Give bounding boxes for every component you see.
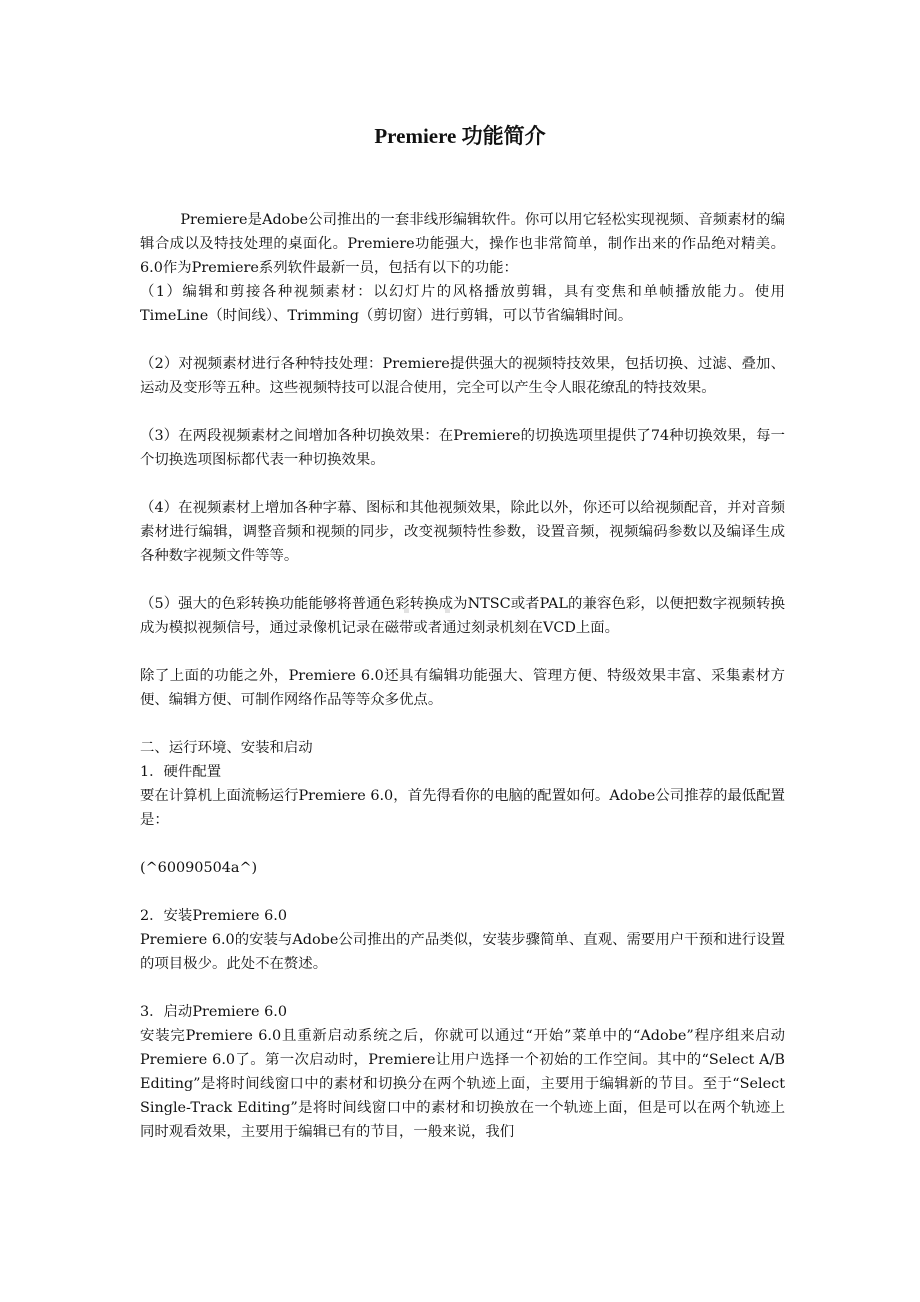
install-paragraph: Premiere 6.0的安装与Adobe公司推出的产品类似，安装步骤简单、直观、需要用户干预和进行设置的项目极少。此处不在赘述。 <box>140 932 785 972</box>
launch-paragraph: 安装完Premiere 6.0且重新启动系统之后，你就可以通过“开始”菜单中的“Adobe”程序组来启动Premiere 6.0了。第一次启动时，Premiere让用户选择一个初始的工作空间。其中的“Select A/B Editing”是将时间线窗口中的素材和切换分在两个轨迹上面，主要用于编辑新的节目。至于“Select Single-Track Editing”是将时间线窗口中的素材和切换放在一个轨迹上面，但是可以在两个轨迹上同时观看效果，主要用于编辑已有的节目，一般来说，我们 <box>140 1028 785 1140</box>
feature-1-paragraph: （1）编辑和剪接各种视频素材：以幻灯片的风格播放剪辑，具有变焦和单帧播放能力。使用TimeLine（时间线）、Trimming（剪切窗）进行剪辑，可以节省编辑时间。 <box>140 284 785 324</box>
document-title: Premiere 功能简介 <box>374 124 546 148</box>
spacer <box>140 568 785 592</box>
document-body <box>140 208 785 1144</box>
feature-2-paragraph: （2）对视频素材进行各种特技处理：Premiere提供强大的视频特技效果，包括切换、过滤、叠加、运动及变形等五种。这些视频特技可以混合使用，完全可以产生令人眼花缭乱的特技效果。 <box>140 356 785 396</box>
spacer <box>140 832 785 856</box>
spacer <box>140 472 785 496</box>
intro-paragraph: Premiere是Adobe公司推出的一套非线形编辑软件。你可以用它轻松实现视频、音频素材的编辑合成以及特技处理的桌面化。Premiere功能强大，操作也非常简单，制作出来的作品绝对精美。6.0作为Premiere系列软件最新一员，包括有以下的功能： <box>140 212 785 276</box>
placeholder-text: (^60090504a^) <box>140 860 258 876</box>
section-2-heading: 二、运行环境、安装和启动 <box>140 740 313 756</box>
spacer <box>140 976 785 1000</box>
install-heading: 2．安装Premiere 6.0 <box>140 908 288 924</box>
hardware-heading: 1．硬件配置 <box>140 764 222 780</box>
spacer <box>140 640 785 664</box>
spacer <box>140 400 785 424</box>
feature-4-paragraph: （4）在视频素材上增加各种字幕、图标和其他视频效果，除此以外，你还可以给视频配音，并对音频素材进行编辑，调整音频和视频的同步，改变视频特性参数，设置音频，视频编码参数以及编译生成各种数字视频文件等等。 <box>140 500 785 564</box>
spacer <box>140 880 785 904</box>
feature-5-paragraph: （5）强大的色彩转换功能能够将普通色彩转换成为NTSC或者PAL的兼容色彩，以便把数字视频转换成为模拟视频信号，通过录像机记录在磁带或者通过刻录机刻在VCD上面。 <box>140 596 785 636</box>
hardware-paragraph: 要在计算机上面流畅运行Premiere 6.0，首先得看你的电脑的配置如何。Adobe公司推荐的最低配置是： <box>140 788 785 828</box>
feature-3-paragraph: （3）在两段视频素材之间增加各种切换效果：在Premiere的切换选项里提供了74种切换效果，每一个切换选项图标都代表一种切换效果。 <box>140 428 785 468</box>
summary-paragraph: 除了上面的功能之外，Premiere 6.0还具有编辑功能强大、管理方便、特级效果丰富、采集素材方便、编辑方便、可制作网络作品等等众多优点。 <box>140 668 785 708</box>
spacer <box>140 712 785 736</box>
spacer <box>140 328 785 352</box>
launch-heading: 3．启动Premiere 6.0 <box>140 1004 288 1020</box>
